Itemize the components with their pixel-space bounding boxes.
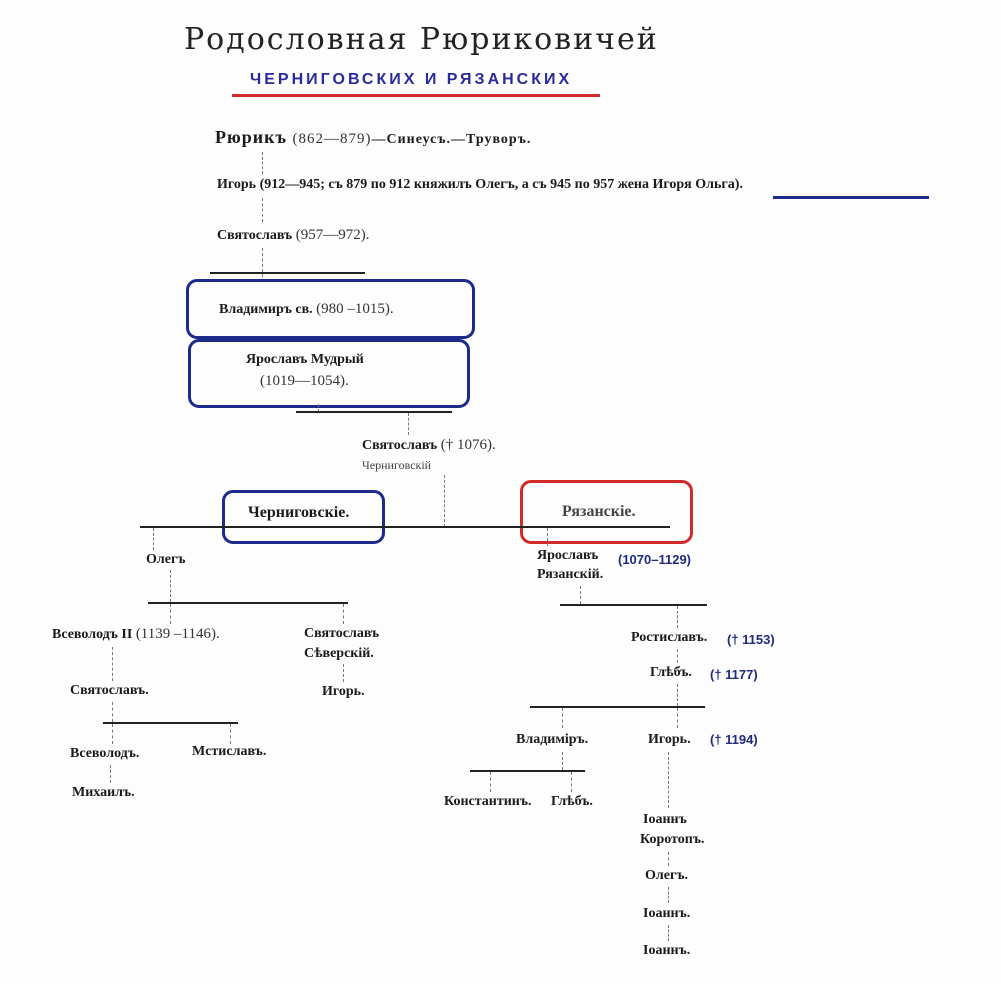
branch-label-ryazan: Рязанскіе. [562,503,636,520]
connector-line [408,413,409,435]
generation-line [103,722,238,724]
ryazan-ioann-koroton-name: Іоаннъ [643,812,687,827]
ryazan-ioann2: Іоаннъ. [643,943,691,958]
connector-line [668,925,669,941]
connector-line [444,475,445,527]
rurik-name: Рюрикъ [215,127,287,147]
node-vladimir [219,301,394,318]
connector-line [490,772,491,792]
connector-line [110,765,111,783]
node-yaroslav-name: Ярославъ Мудрый [246,352,364,367]
chern-mikhail: Михаилъ. [72,785,135,800]
connector-line [547,528,548,546]
connector-line [262,248,263,272]
svyatoslav-chernigov-name: Святославъ [362,438,438,453]
connector-line [668,852,669,866]
ryazan-konstantin: Константинъ. [444,794,532,809]
connector-line [571,772,572,792]
ryazan-gleb: Глѣбъ. [650,665,692,680]
vladimir-name: Владимиръ св. [219,302,313,317]
ryazan-yaroslav-note: (1070–1129) [618,552,692,567]
ryazan-ioann1: Іоаннъ. [643,906,691,921]
chern-svyatoslav: Святославъ. [70,683,149,698]
ryazan-gleb2: Глѣбъ. [551,794,593,809]
connector-line [677,649,678,663]
generation-line [560,604,707,606]
igor-note: (912—945; съ 879 по 912 княжилъ Олегъ, а съ 945 по 957 [259,177,615,192]
generation-line [530,706,705,708]
igor-close: ). [734,177,743,192]
page-title: Родословная Рюриковичей [184,22,659,57]
chern-mstislav: Мстиславъ. [192,744,267,759]
generation-line [470,770,585,772]
chern-vsevolod-ii [52,626,220,643]
igor-name: Игорь [217,177,257,192]
connector-line [562,708,563,728]
connector-line [230,724,231,744]
generation-line [210,272,365,274]
connector-line [677,606,678,628]
connector-line [562,752,563,770]
chern-oleg: Олегъ [146,552,186,567]
connector-line [677,708,678,728]
node-yaroslav-dates: (1019—1054). [260,373,349,389]
connector-line [112,724,113,744]
branch-label-chernigov: Черниговскіе. [248,504,350,521]
ryazan-rostislav: Ростиславъ. [631,630,708,645]
chern-svyatoslav-severski-title: Сѣверскій. [304,646,374,661]
svyatoslav-chernigov-title: Черниговскій [362,458,432,472]
connector-line [112,647,113,681]
chern-vsevolod-dates: (1139 –1146). [135,626,220,642]
node-svyatoslav-chernigov [362,437,496,454]
generation-line [296,411,452,413]
ryazan-gleb-note: († 1177) [710,667,758,682]
connector-line [170,604,171,624]
svyatoslav-chernigov-dates: († 1076). [440,437,496,453]
connector-line [153,528,154,550]
ryazan-yaroslav-title: Рязанскій. [537,567,604,582]
generation-line [148,602,348,604]
chern-vsevolod-name: Всеволодъ II [52,627,133,642]
connector-line [580,586,581,604]
connector-line [677,684,678,706]
igor-wife-highlight: жена Игоря Ольга [617,177,735,192]
connector-line [343,604,344,624]
ryazan-yaroslav-name: Ярославъ [537,548,599,563]
node-svyatoslav [217,227,369,244]
olga-underline [773,196,929,199]
chern-vsevolod: Всеволодъ. [70,746,140,761]
node-igor [217,177,743,193]
branch-split-line [140,526,670,528]
ryazan-oleg: Олегъ. [645,868,688,883]
ryazan-vladimir: Владиміръ. [516,732,589,747]
ryazan-ioann-koroton-title: Коротопъ. [640,832,705,847]
chern-svyatoslav-severski-name: Святославъ [304,626,380,641]
vladimir-dates: (980 –1015). [316,301,394,317]
ryazan-rostislav-note: († 1153) [727,632,775,647]
ryazan-igor-note: († 1194) [710,732,758,747]
svyatoslav-name: Святославъ [217,228,293,243]
subtitle-underline [232,94,600,97]
connector-line [343,664,344,682]
rurik-brothers: —Синеусъ.—Труворъ. [371,132,532,147]
connector-line [668,887,669,903]
ryazan-igor: Игорь. [648,732,691,747]
node-rurik [215,127,531,148]
connector-line [112,702,113,722]
page-subtitle: ЧЕРНИГОВСКИХ И РЯЗАНСКИХ [250,71,573,88]
svyatoslav-dates: (957—972). [295,227,370,243]
connector-line [170,570,171,602]
chern-igor: Игорь. [322,684,365,699]
rurik-dates: (862—879) [292,131,372,147]
connector-line [262,152,263,174]
connector-line [262,198,263,222]
connector-line [668,752,669,808]
